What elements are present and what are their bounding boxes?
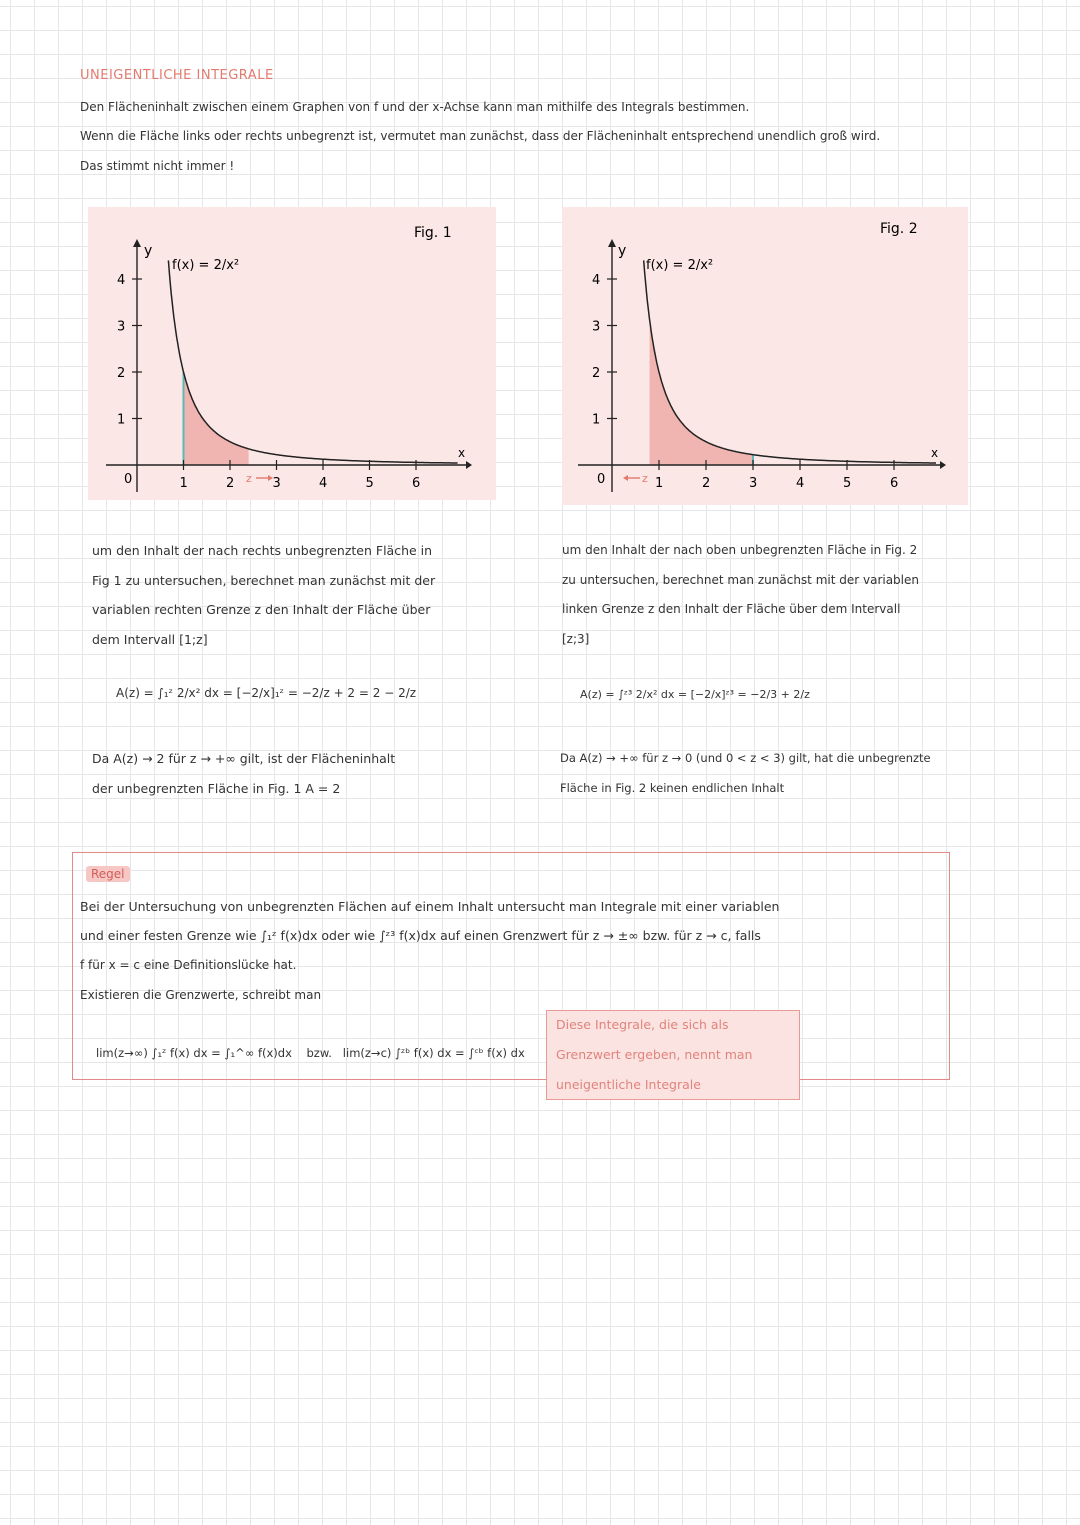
y-tick-label: 2 bbox=[592, 366, 601, 381]
x-tick-label: 1 bbox=[655, 476, 664, 491]
right-paragraph-line: linken Grenze z den Inhalt der Fläche über dem Intervall bbox=[562, 602, 901, 616]
figure-2-origin: 0 bbox=[597, 472, 606, 487]
left-paragraph-line: dem Intervall [1;z] bbox=[92, 631, 208, 647]
left-formula: A(z) = ∫₁ᶻ 2/x² dx = [−2/x]₁ᶻ = −2/z + 2 = 2 − 2/z bbox=[116, 686, 417, 700]
x-tick-label: 4 bbox=[796, 476, 805, 491]
right-conclusion bbox=[560, 744, 1030, 803]
y-tick-label: 3 bbox=[117, 319, 126, 335]
figure-1-x-label: x bbox=[458, 446, 466, 460]
figure-2-graph bbox=[562, 207, 968, 505]
right-paragraph-line: [z;3] bbox=[562, 631, 590, 646]
note-line-3: uneigentliche Integrale bbox=[556, 1077, 701, 1092]
intro-line-3: Das stimmt nicht immer ! bbox=[80, 159, 235, 173]
figure-1-shaded-area bbox=[184, 372, 249, 465]
x-tick-label: 2 bbox=[702, 476, 711, 491]
figure-1-y-arrow bbox=[133, 239, 141, 247]
figure-2-function-label: f(x) = 2/x² bbox=[646, 258, 714, 273]
figure-1-origin: 0 bbox=[124, 472, 133, 487]
figure-2-label: Fig. 2 bbox=[880, 221, 918, 237]
rule-tag: Regel bbox=[86, 866, 130, 882]
x-tick-label: 6 bbox=[412, 476, 421, 491]
figure-2-z-arrowhead bbox=[623, 475, 628, 481]
figure-1 bbox=[88, 207, 496, 500]
left-conclusion-line: der unbegrenzten Fläche in Fig. 1 A = 2 bbox=[92, 780, 341, 796]
left-paragraph bbox=[92, 536, 512, 654]
figure-1-z-label: z bbox=[246, 472, 252, 485]
x-tick-label: 5 bbox=[843, 476, 852, 491]
figure-1-y-label: y bbox=[144, 243, 153, 259]
y-tick-label: 4 bbox=[592, 273, 601, 288]
intro-line-2: Wenn die Fläche links oder rechts unbegrenzt ist, vermutet man zunächst, dass der Flächeninhalt entsprechend unendlich groß wird. bbox=[80, 129, 881, 143]
x-tick-label: 1 bbox=[179, 476, 188, 491]
right-paragraph-line: um den Inhalt der nach oben unbegrenzten Fläche in Fig. 2 bbox=[562, 543, 918, 557]
left-conclusion bbox=[92, 744, 522, 803]
left-paragraph-line: um den Inhalt der nach rechts unbegrenzten Fläche in bbox=[92, 543, 433, 558]
note-line-2: Grenzwert ergeben, nennt man bbox=[556, 1047, 753, 1062]
rule-line-3: f für x = c eine Definitionslücke hat. bbox=[80, 958, 297, 972]
x-tick-label: 3 bbox=[749, 476, 758, 491]
x-tick-label: 4 bbox=[319, 476, 328, 491]
rule-line-1: Bei der Untersuchung von unbegrenzten Flächen auf einem Inhalt untersucht man Integrale mit einer variablen bbox=[80, 899, 780, 914]
y-tick-label: 1 bbox=[592, 412, 601, 428]
x-tick-label: 6 bbox=[890, 476, 899, 491]
x-tick-label: 2 bbox=[226, 476, 235, 491]
figure-2-x-arrow bbox=[940, 461, 946, 469]
figure-2-z-label: z bbox=[642, 472, 648, 485]
x-tick-label: 3 bbox=[272, 476, 281, 491]
right-paragraph bbox=[562, 536, 982, 654]
right-conclusion-line: Da A(z) → +∞ für z → 0 (und 0 < z < 3) gilt, hat die unbegrenzte bbox=[560, 751, 931, 765]
figure-2-x-label: x bbox=[931, 446, 939, 460]
rule-line-4: Existieren die Grenzwerte, schreibt man bbox=[80, 988, 322, 1002]
right-formula: A(z) = ∫ᶻ³ 2/x² dx = [−2/x]ᶻ³ = −2/3 + 2/z bbox=[580, 688, 810, 701]
left-paragraph-line: Fig 1 zu untersuchen, berechnet man zunächst mit der bbox=[92, 572, 436, 588]
right-conclusion-line: Fläche in Fig. 2 keinen endlichen Inhalt bbox=[560, 780, 785, 795]
rule-limit-formula: lim(z→∞) ∫₁ᶻ f(x) dx = ∫₁^∞ f(x)dx bzw. lim(z→c) ∫ᶻᵇ f(x) dx = ∫ᶜᵇ f(x) dx bbox=[96, 1046, 525, 1060]
figure-1-x-arrow bbox=[466, 461, 472, 469]
figure-1-function-label: f(x) = 2/x² bbox=[172, 258, 240, 273]
figure-2 bbox=[562, 207, 968, 505]
figure-1-label: Fig. 1 bbox=[414, 225, 452, 241]
page-title: UNEIGENTLICHE INTEGRALE bbox=[80, 68, 274, 83]
left-paragraph-line: variablen rechten Grenze z den Inhalt der Fläche über bbox=[92, 602, 431, 617]
figure-2-y-label: y bbox=[618, 243, 627, 259]
left-conclusion-line: Da A(z) → 2 für z → +∞ gilt, ist der Flächeninhalt bbox=[92, 751, 396, 766]
y-tick-label: 2 bbox=[117, 366, 126, 381]
x-tick-label: 5 bbox=[365, 476, 374, 491]
y-tick-label: 3 bbox=[592, 319, 601, 335]
right-paragraph-line: zu untersuchen, berechnet man zunächst mit der variablen bbox=[562, 572, 919, 587]
y-tick-label: 1 bbox=[117, 412, 126, 428]
figure-2-y-arrow bbox=[608, 239, 616, 247]
intro-line-1: Den Flächeninhalt zwischen einem Graphen von f und der x-Achse kann man mithilfe des Integrals bestimmen. bbox=[80, 100, 750, 114]
rule-line-2: und einer festen Grenze wie ∫₁ᶻ f(x)dx oder wie ∫ᶻ³ f(x)dx auf einen Grenzwert für z → ±∞ bzw. für z → c, falls bbox=[80, 928, 761, 943]
y-tick-label: 4 bbox=[117, 273, 126, 288]
figure-1-graph bbox=[88, 207, 496, 500]
note-line-1: Diese Integrale, die sich als bbox=[556, 1017, 729, 1032]
